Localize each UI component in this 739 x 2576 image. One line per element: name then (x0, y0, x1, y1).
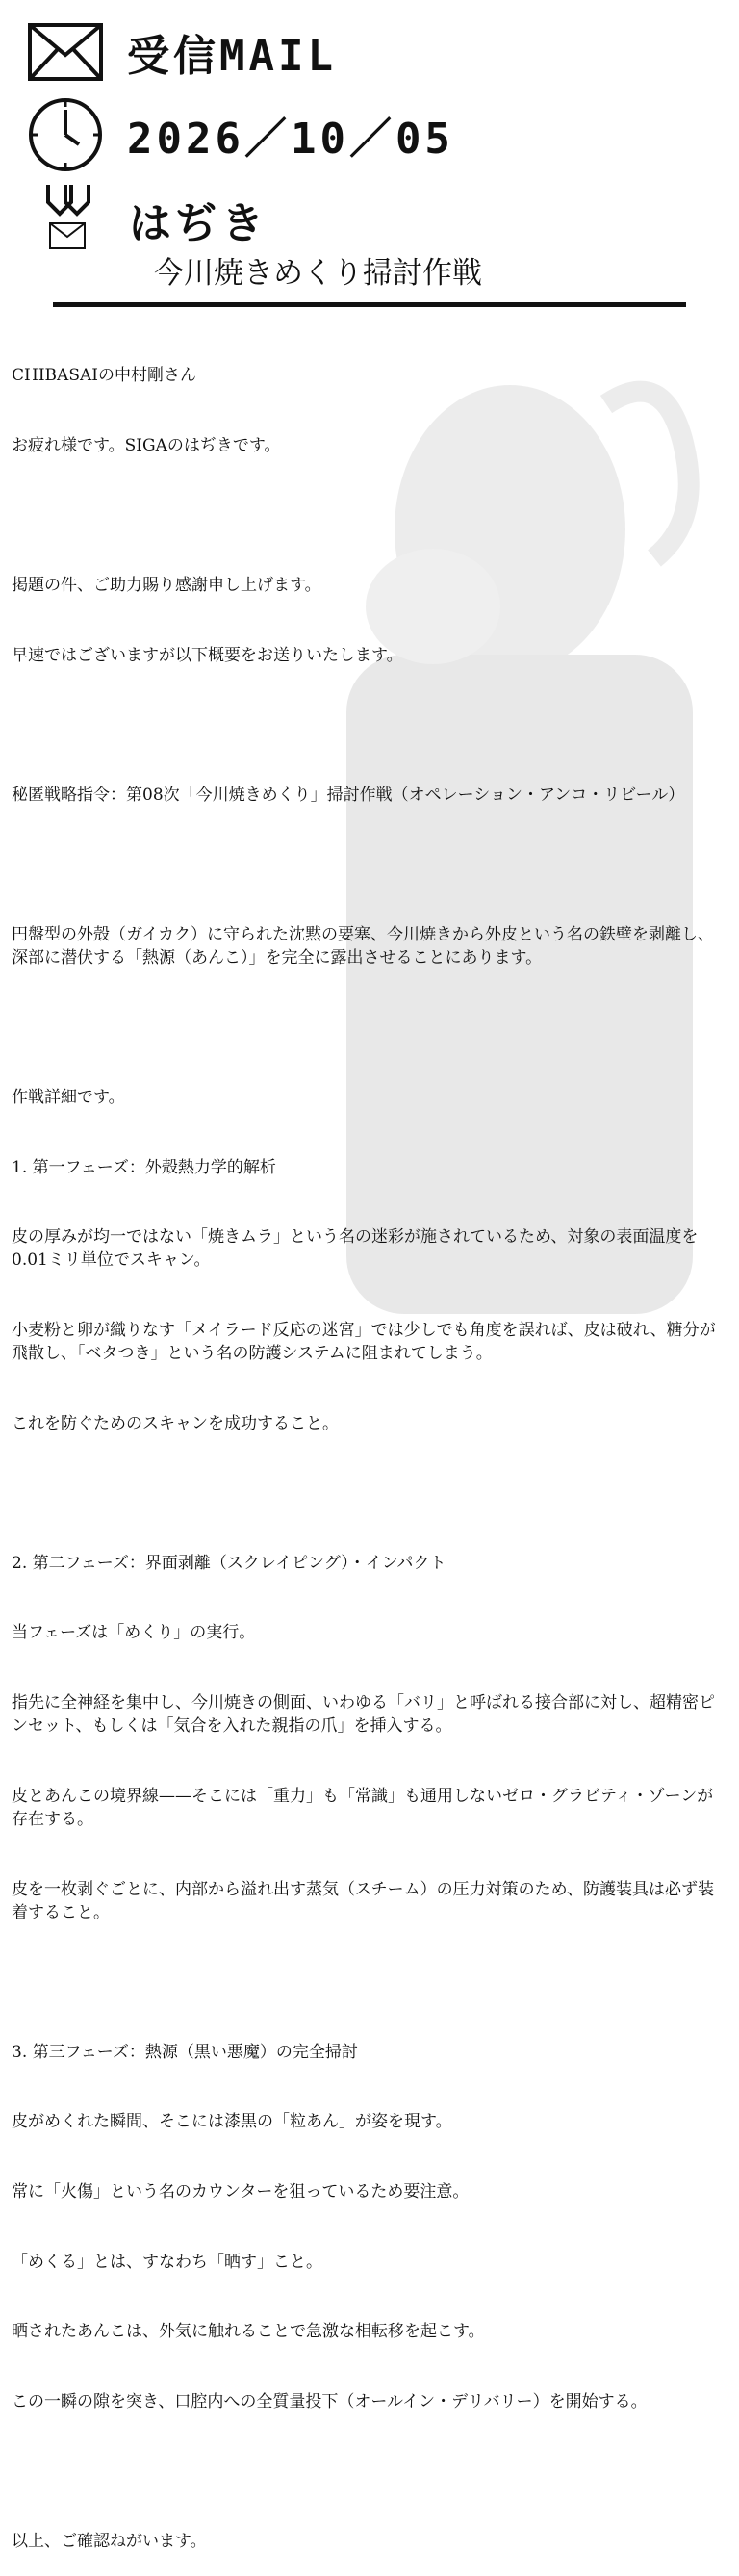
phase1-line: 皮の厚みが均一ではない「焼きムラ」という名の迷彩が施されているため、対象の表面温度を0.01ミリ単位でスキャン。 (12, 1227, 699, 1271)
inbox-arrow-icon (42, 181, 96, 258)
date-row (27, 96, 454, 173)
phase1-heading: 1. 第一フェーズ：外殻熱力学的解析 (12, 1157, 276, 1177)
phase3-heading: 3. 第三フェーズ：熱源（黒い悪魔）の完全掃討 (12, 2042, 358, 2062)
phase2-line: 当フェーズは「めくり」の実行。 (12, 1623, 256, 1643)
closing-line: 以上、ご確認ねがいます。 (12, 2531, 207, 2551)
intro-line: 早速ではございますが以下概要をお送りいたします。 (12, 645, 403, 665)
phase3-line: 晒されたあんこは、外気に触れることで急激な相転移を起こす。 (12, 2322, 485, 2342)
phase2-heading: 2. 第二フェーズ：界面剥離（スクレイピング）・インパクト (12, 1553, 446, 1573)
greeting-line: お疲れ様です。SIGAのはぢきです。 (12, 436, 281, 456)
header-divider (53, 302, 686, 307)
objective-paragraph: 円盤型の外殻（ガイカク）に守られた沈黙の要塞、今川焼きから外皮という名の鉄壁を剥離し、深部に潜伏する「熱源（あんこ）」を完全に露出させることにあります。 (12, 924, 714, 967)
phase3-line: 皮がめくれた瞬間、そこには漆黒の「粒あん」が姿を現す。 (12, 2112, 452, 2132)
phase2-line: 皮とあんこの境界線——そこには「重力」も「常識」も通用しないゼロ・グラビティ・ゾーンが存在する。 (12, 1786, 714, 1829)
greeting-line: CHIBASAIの中村剛さん (12, 366, 196, 386)
mail-body (12, 318, 724, 2576)
phase2-line: 皮を一枚剥ぐごとに、内部から溢れ出す蒸気（スチーム）の圧力対策のため、防護装具は必ず装着すること。 (12, 1879, 714, 1922)
sender-label: はぢき (129, 199, 268, 248)
phase3-line: この一瞬の隙を突き、口腔内への全質量投下（オールイン・デリバリー）を開始する。 (12, 2391, 648, 2411)
details-heading: 作戦詳細です。 (12, 1087, 125, 1107)
sender-row (42, 181, 268, 258)
phase1-line: 小麦粉と卵が織りなす「メイラード反応の迷宮」では少しでも角度を誤れば、皮は破れ、糖分が飛散し、「ベタつき」という名の防護システムに阻まれてしまう。 (12, 1320, 716, 1364)
clock-icon (27, 96, 104, 173)
envelope-icon (27, 22, 104, 82)
mail-subject: 今川焼きめくり掃討作戦 (154, 256, 482, 291)
date-label: 2026／10／05 (127, 115, 454, 164)
directive-line: 秘匿戦略指令：第08次「今川焼きめくり」掃討作戦（オペレーション・アンコ・リビール） (12, 785, 685, 805)
mail-row (27, 21, 337, 83)
phase3-line: 常に「火傷」という名のカウンターを狙っているため要注意。 (12, 2182, 470, 2202)
phase2-line: 指先に全神経を集中し、今川焼きの側面、いわゆる「バリ」と呼ばれる接合部に対し、超精密ピンセット、もしくは「気合を入れた親指の爪」を挿入する。 (12, 1692, 715, 1737)
phase1-line: これを防ぐためのスキャンを成功すること。 (12, 1413, 339, 1433)
intro-line: 掲題の件、ご助力賜り感謝申し上げます。 (12, 576, 321, 596)
mail-header (0, 0, 739, 318)
phase3-line: 「めくる」とは、すなわち「晒す」こと。 (12, 2252, 322, 2272)
mail-label: 受信MAIL (127, 32, 337, 81)
